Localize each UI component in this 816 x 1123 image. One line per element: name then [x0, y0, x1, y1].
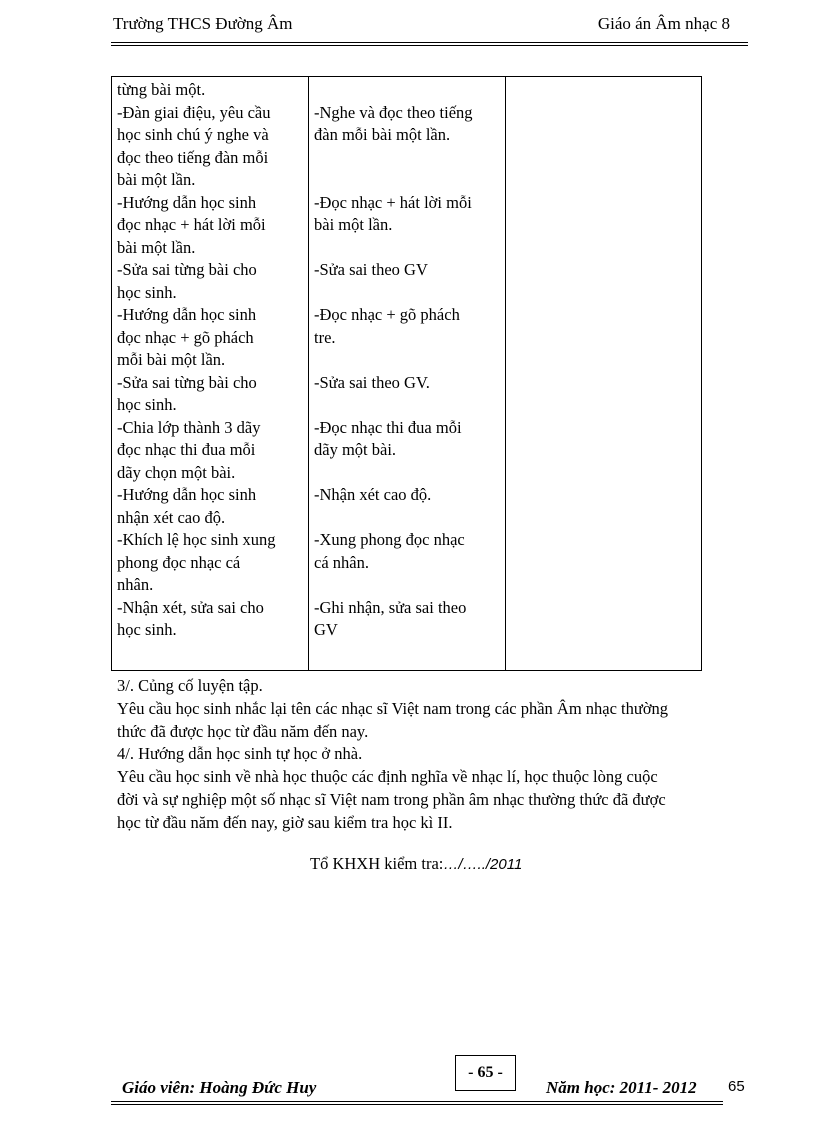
cell-line: -Hướng dẫn học sinh — [117, 192, 257, 212]
sign-label: Tổ KHXH kiểm tra: — [310, 854, 444, 873]
inspection-signature — [310, 854, 522, 874]
student-activity-item — [314, 192, 500, 260]
cell-line: bài một lần. — [314, 215, 393, 234]
cell-line: -Ghi nhận, sửa sai theo — [314, 597, 467, 617]
student-activity-item — [314, 372, 500, 417]
student-activity-item — [314, 529, 500, 597]
section-4-line-1: Yêu cầu học sinh về nhà học thuộc các định nghĩa về nhạc lí, học thuộc lòng cuộc — [117, 767, 658, 786]
cell-line: -Khích lệ học sinh xung — [117, 530, 276, 549]
cell-line: -Đọc nhạc + hát lời mỗi — [314, 192, 472, 212]
cell-line: bài một lần. — [117, 237, 196, 257]
cell-line: cá nhân. — [314, 552, 369, 572]
footer-rule-bottom — [111, 1104, 723, 1105]
cell-line: GV — [314, 620, 338, 639]
section-3-line-1: Yêu cầu học sinh nhắc lại tên các nhạc sĩ Việt nam trong các phần Âm nhạc thường — [117, 699, 669, 718]
cell-line: học sinh. — [117, 620, 177, 639]
student-activity-item — [314, 259, 500, 304]
cell-line: -Đàn giai điệu, yêu cầu — [117, 102, 271, 122]
student-activity-item — [314, 304, 500, 372]
cell-line: -Chia lớp thành 3 dãy — [117, 417, 261, 437]
section-4-title: 4/. Hướng dẫn học sinh tự học ở nhà. — [117, 744, 363, 763]
student-activity-item — [314, 79, 500, 102]
footer-year: Năm học: 2011- 2012 — [546, 1078, 697, 1097]
section-3-line-2: thức đã được học từ đầu năm đến nay. — [117, 722, 369, 741]
teacher-activity-item — [117, 304, 303, 372]
teacher-activity-item — [117, 529, 303, 597]
notes-cell — [506, 77, 702, 671]
cell-line: đọc nhạc thi đua mỗi — [117, 440, 256, 459]
cell-line: -Nhận xét, sửa sai cho — [117, 597, 264, 617]
footer-rule-top — [111, 1101, 723, 1102]
cell-line: nhận xét cao độ. — [117, 507, 226, 527]
cell-line: -Sửa sai theo GV. — [314, 372, 430, 392]
student-activity-item — [314, 417, 500, 485]
cell-line: dãy chọn một bài. — [117, 462, 236, 482]
footer-teacher: Giáo viên: Hoàng Đức Huy — [122, 1078, 317, 1097]
cell-line: -Sửa sai từng bài cho — [117, 260, 257, 279]
cell-line: dãy một bài. — [314, 440, 397, 459]
cell-line: -Đọc nhạc + gõ phách — [314, 305, 460, 324]
cell-line: đàn mỗi bài một lần. — [314, 125, 451, 144]
footer-page-number: 65 — [728, 1078, 745, 1095]
cell-line: học sinh. — [117, 395, 177, 414]
student-activity-item — [314, 484, 500, 529]
student-activity-item — [314, 102, 500, 192]
section-4-line-2: đời và sự nghiệp một số nhạc sĩ Việt nam trong phần âm nhạc thường thức đã được — [117, 790, 666, 809]
cell-line: mỗi bài một lần. — [117, 350, 226, 369]
header-rule-bottom — [111, 45, 748, 46]
cell-line: đọc nhạc + hát lời mỗi — [117, 215, 266, 234]
cell-line: học sinh chú ý nghe và — [117, 125, 269, 144]
cell-line: -Nghe và đọc theo tiếng — [314, 102, 473, 122]
cell-line: đọc theo tiếng đàn mỗi — [117, 147, 269, 167]
header-subject: Giáo án Âm nhạc 8 — [597, 14, 730, 33]
section-3-title: 3/. Củng cố luyện tập. — [117, 676, 263, 695]
teacher-activity-item — [117, 192, 303, 260]
cell-line: -Nhận xét cao độ. — [314, 485, 432, 504]
cell-line: từng bài một. — [117, 80, 206, 99]
teacher-activity-cell — [112, 77, 309, 671]
cell-line: nhân. — [117, 575, 154, 594]
cell-line: -Hướng dẫn học sinh — [117, 485, 257, 504]
student-activity-item — [314, 597, 500, 642]
teacher-activity-item — [117, 484, 303, 529]
cell-line: -Sửa sai từng bài cho — [117, 372, 257, 392]
teacher-activity-item — [117, 417, 303, 485]
student-activity-cell — [309, 77, 506, 671]
cell-line: phong đọc nhạc cá — [117, 552, 241, 572]
cell-line: đọc nhạc + gõ phách — [117, 327, 254, 347]
sign-date: …/…../2011 — [443, 856, 523, 873]
teacher-activity-item — [117, 102, 303, 192]
teacher-activity-item — [117, 372, 303, 417]
teacher-activity-item — [117, 259, 303, 304]
section-4-line-3: học từ đầu năm đến nay, giờ sau kiểm tra học kì II. — [117, 813, 453, 832]
cell-line: -Xung phong đọc nhạc — [314, 530, 465, 549]
cell-line: -Hướng dẫn học sinh — [117, 305, 257, 324]
header-school: Trường THCS Đường Âm — [113, 14, 293, 33]
header-rule-top — [111, 42, 748, 43]
cell-line: -Sửa sai theo GV — [314, 260, 428, 279]
table-row — [112, 77, 702, 671]
page-number-box-text: - 65 - — [468, 1064, 503, 1081]
cell-line: -Đọc nhạc thi đua mỗi — [314, 417, 462, 437]
cell-line: bài một lần. — [117, 170, 196, 189]
lesson-table — [111, 76, 702, 671]
teacher-activity-item — [117, 597, 303, 642]
teacher-activity-item — [117, 79, 303, 102]
cell-line: học sinh. — [117, 282, 177, 302]
page-number-box — [455, 1055, 516, 1091]
cell-line: tre. — [314, 327, 336, 347]
